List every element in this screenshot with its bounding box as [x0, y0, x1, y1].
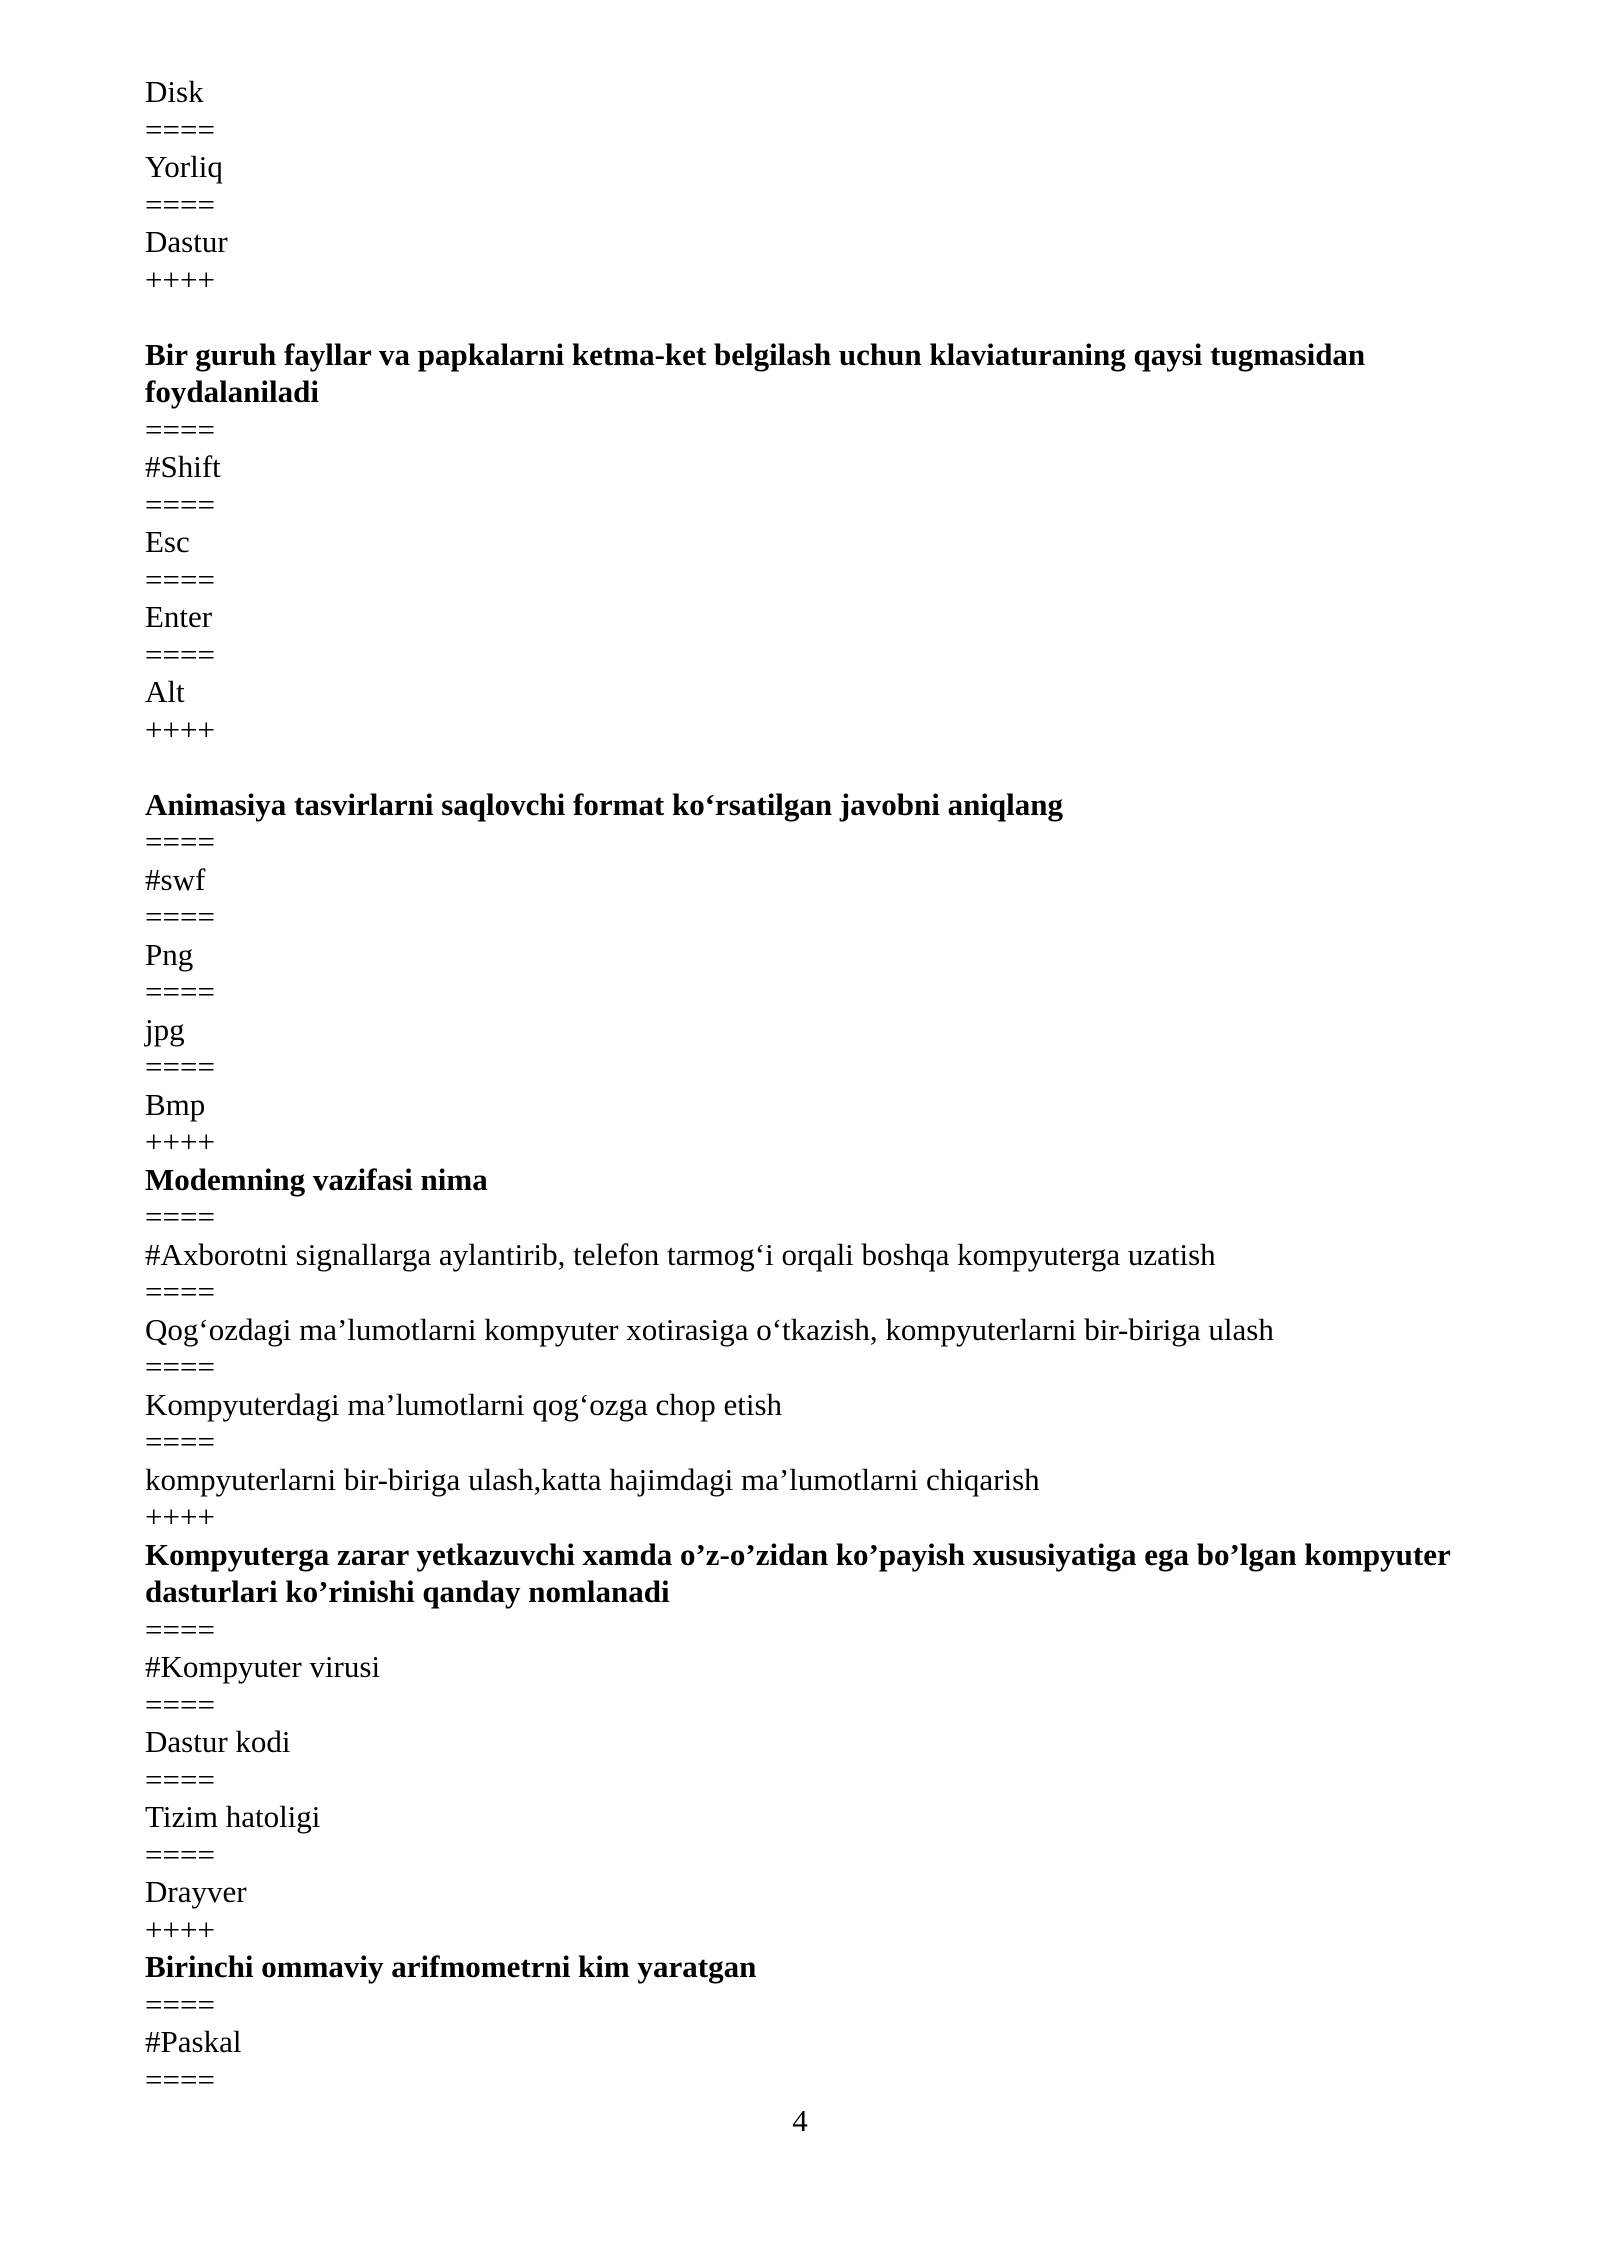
- question-text: Kompyuterga zarar yetkazuvchi xamda o’z-o’zidan ko’payish xususiyatiga ega bo’lgan kompyuter dasturlari ko’rinishi qanday nomlanadi: [145, 1536, 1451, 1609]
- quiz-content: [145, 73, 1465, 2098]
- option-separator: ====: [145, 111, 215, 147]
- answer-option: kompyuterlarni bir-biriga ulash,katta hajimdagi ma’lumotlarni chiqarish: [145, 1461, 1040, 1497]
- option-separator: ====: [145, 1986, 215, 2022]
- answer-option: Tizim hatoligi: [145, 1799, 321, 1834]
- answer-option: jpg: [145, 1011, 185, 1047]
- option-separator: ====: [145, 1199, 215, 1234]
- answer-option: Kompyuterdagi ma’lumotlarni qog‘ozga chop etish: [145, 1386, 783, 1422]
- question-text: Animasiya tasvirlarni saqlovchi format ko‘rsatilgan javobni aniqlang: [145, 786, 1064, 822]
- question-text: Modemning vazifasi nima: [145, 1161, 488, 1197]
- answer-option: Yorliq: [145, 149, 223, 184]
- question-end-marker: ++++: [145, 1911, 215, 1947]
- answer-option: #Paskal: [145, 2024, 242, 2059]
- answer-option: #Shift: [145, 449, 221, 484]
- option-separator: ====: [145, 1836, 215, 1872]
- answer-option: Dastur: [145, 224, 228, 259]
- question-end-marker: ++++: [145, 1124, 215, 1159]
- option-separator: ====: [145, 1049, 215, 1084]
- option-separator: ====: [145, 1424, 215, 1459]
- answer-option: #Kompyuter virusi: [145, 1649, 381, 1684]
- answer-option: Drayver: [145, 1874, 247, 1909]
- answer-option: Qog‘ozdagi ma’lumotlarni kompyuter xotirasiga o‘tkazish, kompyuterlarni bir-biriga ulash: [145, 1311, 1274, 1347]
- answer-option: Esc: [145, 524, 190, 559]
- answer-option: #swf: [145, 861, 206, 897]
- option-separator: ====: [145, 899, 215, 934]
- question-text: Birinchi ommaviy arifmometrni kim yaratgan: [145, 1949, 757, 1984]
- option-separator: ====: [145, 561, 215, 597]
- option-separator: ====: [145, 636, 215, 672]
- option-separator: ====: [145, 486, 215, 522]
- question-end-marker: ++++: [145, 261, 215, 297]
- option-separator: ====: [145, 824, 215, 859]
- option-separator: ====: [145, 1761, 215, 1797]
- option-separator: ====: [145, 1349, 215, 1384]
- option-separator: ====: [145, 411, 215, 447]
- option-separator: ====: [145, 1274, 215, 1309]
- option-separator: ====: [145, 974, 215, 1009]
- answer-option: Png: [145, 936, 194, 972]
- question-end-marker: ++++: [145, 711, 215, 747]
- answer-option: Alt: [145, 674, 185, 709]
- answer-option: #Axborotni signallarga aylantirib, telefon tarmog‘i orqali boshqa kompyuterga uzatish: [145, 1236, 1216, 1272]
- answer-option: Enter: [145, 599, 213, 634]
- option-separator: ====: [145, 186, 215, 222]
- answer-option: Disk: [145, 74, 204, 109]
- page-number: 4: [792, 2103, 808, 2138]
- answer-option: Bmp: [145, 1086, 206, 1122]
- question-text: Bir guruh fayllar va papkalarni ketma-ket belgilash uchun klaviaturaning qaysi tugmasidan foydalaniladi: [145, 336, 1366, 409]
- option-separator: ====: [145, 2061, 215, 2097]
- option-separator: ====: [145, 1686, 215, 1722]
- question-end-marker: ++++: [145, 1499, 215, 1534]
- answer-option: Dastur kodi: [145, 1724, 291, 1759]
- option-separator: ====: [145, 1611, 215, 1647]
